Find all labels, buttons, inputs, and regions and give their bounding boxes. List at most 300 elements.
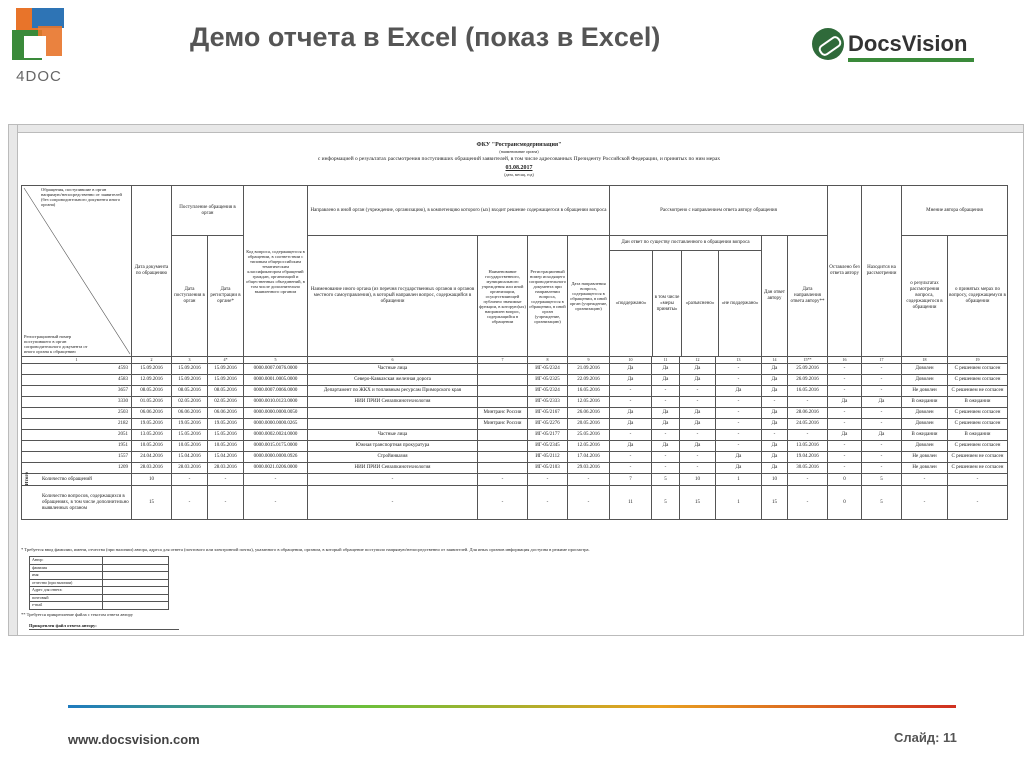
table-cell: 15.09.2016: [208, 375, 244, 386]
table-cell: 15.09.2016: [132, 364, 172, 375]
author-form-line[interactable]: [29, 602, 169, 610]
table-cell: 08.05.2016: [172, 386, 208, 397]
table-cell: Да: [828, 430, 862, 441]
table-cell: 20.05.2016: [568, 419, 610, 430]
table-cell: С решением согласен: [948, 441, 1008, 452]
table-cell: -: [680, 397, 716, 408]
total1-value: 10: [762, 474, 788, 486]
total2-value: 15: [680, 486, 716, 520]
column-number-cell: 2: [132, 357, 172, 364]
hdr-measures: в том числе «меры приняты»: [653, 251, 682, 356]
table-row: [22, 386, 1008, 397]
note-2: ** Требуется прикрепление файла с текстом ответа автору: [21, 612, 133, 617]
total2-value: -: [948, 486, 1008, 520]
table-cell: -: [680, 463, 716, 474]
table-cell: -: [828, 375, 862, 386]
total2-value: 5: [862, 486, 902, 520]
column-number-cell: 18: [902, 357, 948, 364]
table-row: [22, 441, 1008, 452]
table-cell: [478, 441, 528, 452]
total2-value: 5: [652, 486, 680, 520]
table-cell: Да: [610, 441, 652, 452]
author-form-label: Автор:: [32, 557, 44, 562]
total1-value: 0: [828, 474, 862, 486]
table-cell: Северо-Кавказская железная дорога: [308, 375, 478, 386]
total1-label: Количество обращений: [42, 476, 92, 482]
table-cell: -: [610, 430, 652, 441]
table-cell: 15.09.2016: [208, 364, 244, 375]
table-cell: Да: [610, 375, 652, 386]
table-cell: 13.05.2016: [132, 430, 172, 441]
report-date-note: (дата, месяц, год): [504, 172, 534, 177]
table-cell: С решением согласен: [948, 408, 1008, 419]
table-cell: Да: [762, 386, 788, 397]
column-number-cell: 12: [680, 357, 716, 364]
table-cell: Да: [762, 463, 788, 474]
table-cell: Да: [610, 419, 652, 430]
table-cell: 06.06.2016: [208, 408, 244, 419]
author-form-line[interactable]: [29, 572, 169, 580]
total1-value: -: [308, 474, 478, 486]
table-cell: 22.09.2016: [568, 375, 610, 386]
hdr-opinion-results: о результатах рассмотрения вопроса, содержащегося в обращении: [902, 236, 948, 357]
table-cell: В ожидании: [948, 397, 1008, 408]
total1-value: -: [948, 474, 1008, 486]
table-cell: Доволен: [902, 375, 948, 386]
table-cell: 24.05.2016: [788, 419, 828, 430]
table-cell: Да: [762, 375, 788, 386]
footer-url[interactable]: www.docsvision.com: [68, 732, 200, 747]
table-cell: -: [828, 408, 862, 419]
table-cell: 16.05.2016: [788, 386, 828, 397]
column-number-cell: 13: [716, 357, 762, 364]
total1-value: -: [528, 474, 568, 486]
table-cell: Да: [762, 452, 788, 463]
table-cell: С решением не согласен: [948, 452, 1008, 463]
author-form-label: Адрес для ответа:: [32, 587, 63, 592]
table-cell: Да: [762, 419, 788, 430]
table-cell: Да: [862, 430, 902, 441]
table-cell: 1209: [22, 463, 132, 474]
table-cell: 13.05.2016: [788, 441, 828, 452]
column-number-cell: 6: [308, 357, 478, 364]
table-cell: -: [862, 463, 902, 474]
excel-sheet: [8, 124, 1024, 636]
table-cell: -: [862, 419, 902, 430]
column-number-cell: 16: [828, 357, 862, 364]
footer-divider: [68, 705, 956, 708]
total1-value: -: [244, 474, 308, 486]
total1-value: 10: [680, 474, 716, 486]
table-cell: 17.04.2016: [568, 452, 610, 463]
total2-value: -: [244, 486, 308, 520]
author-form-field[interactable]: [102, 580, 168, 587]
hdr-dan-otvet: Дан ответ по существу поставленного в обращении вопроса: [610, 236, 761, 251]
hdr-other-organ: Наименование иного органа (из перечня государственных органов и органов местного самоуправления), в который направлен вопрос, содержащийся в обращении: [308, 236, 478, 357]
table-cell: 26.06.2016: [568, 408, 610, 419]
table-cell: -: [716, 397, 762, 408]
table-cell: 12.05.2016: [568, 441, 610, 452]
table-cell: 01.05.2016: [132, 397, 172, 408]
table-cell: Минтранс России: [478, 419, 528, 430]
author-form: [29, 556, 169, 610]
table-cell: -: [652, 452, 680, 463]
table-cell: 12.09.2016: [132, 375, 172, 386]
table-cell: Не доволен: [902, 386, 948, 397]
column-number-cell: 14: [762, 357, 788, 364]
table-row: [22, 375, 1008, 386]
report-org: ФКУ "Ространсмодернизация": [476, 142, 562, 148]
author-form-line[interactable]: [29, 565, 169, 573]
table-cell: С решением согласен: [948, 364, 1008, 375]
hdr-receipt-date: Дата поступления в орган: [172, 236, 208, 357]
table-cell: 4583: [22, 375, 132, 386]
column-number-cell: 5: [244, 357, 308, 364]
author-form-label: e-mail: [32, 602, 43, 607]
table-cell: 06.06.2016: [132, 408, 172, 419]
table-cell: Частные лица: [308, 430, 478, 441]
table-cell: Да: [610, 364, 652, 375]
author-form-line[interactable]: [29, 587, 169, 595]
table-cell: 02.05.2016: [172, 397, 208, 408]
table-cell: -: [652, 397, 680, 408]
total2-value: 15: [762, 486, 788, 520]
hdr-not-supported: «не поддержано»: [721, 300, 759, 306]
table-cell: В ожидании: [948, 430, 1008, 441]
table-cell: 16.05.2016: [568, 386, 610, 397]
column-number-row: [22, 357, 1008, 364]
table-cell: Да: [680, 419, 716, 430]
total1-value: -: [568, 474, 610, 486]
hdr-no-answer: Оставлено без ответа автору: [828, 186, 862, 357]
table-cell: 4593: [22, 364, 132, 375]
docsvision-logo: [812, 26, 967, 62]
table-cell: 02.05.2016: [208, 397, 244, 408]
table-row: [22, 419, 1008, 430]
hdr-explained: «разъяснено»: [682, 251, 719, 356]
table-cell: -: [716, 375, 762, 386]
table-cell: [478, 375, 528, 386]
table-cell: 24.04.2016: [132, 452, 172, 463]
hdr-postuplenie: Поступление обращения в орган: [172, 186, 244, 236]
table-cell: [308, 419, 478, 430]
report-subtitle: с информацией о результатах рассмотрения поступивших обращений заявителей, в том числе адресованных Президенту Российской Федерации, и принятых по ним мерах: [317, 156, 721, 162]
table-cell: 12.05.2016: [568, 397, 610, 408]
total2-value: -: [528, 486, 568, 520]
hdr-outgoing-number: Регистрационный номер исходящего сопроводительного документа при направлении вопроса, содержащегося в обращении, в иной орган (учреждение, организацию): [528, 236, 568, 357]
table-cell: -: [716, 441, 762, 452]
table-cell: 0000.0001.0005.0000: [244, 375, 308, 386]
table-cell: Минтранс России: [478, 408, 528, 419]
table-cell: 0000.0002.0024.0000: [244, 430, 308, 441]
data-rows: [22, 364, 1008, 474]
table-cell: 2051: [22, 430, 132, 441]
hdr-answer-given: Дан ответ автору: [762, 236, 788, 357]
table-cell: -: [862, 408, 902, 419]
table-cell: Да: [716, 386, 762, 397]
slide-number: Слайд: 11: [894, 730, 957, 745]
author-form-field[interactable]: [102, 565, 168, 572]
column-number-cell: 1: [22, 357, 132, 364]
table-cell: 25.05.2016: [568, 430, 610, 441]
table-cell: -: [828, 463, 862, 474]
table-cell: ИГ-05/2276: [528, 419, 568, 430]
table-row: [22, 452, 1008, 463]
table-cell: ИГ-05/2112: [528, 452, 568, 463]
hdr-registration-date: Дата регистрации в органе*: [208, 236, 244, 357]
table-cell: Да: [762, 408, 788, 419]
table-cell: Да: [862, 397, 902, 408]
table-cell: 15.05.2016: [208, 430, 244, 441]
table-cell: 06.06.2016: [172, 408, 208, 419]
total1-value: 5: [652, 474, 680, 486]
4doc-logo: [10, 8, 68, 86]
table-cell: 28.03.2016: [132, 463, 172, 474]
table-cell: Да: [652, 408, 680, 419]
table-row: [22, 430, 1008, 441]
total2-value: 0: [828, 486, 862, 520]
table-cell: -: [862, 386, 902, 397]
table-cell: 08.05.2016: [208, 386, 244, 397]
table-cell: Да: [680, 408, 716, 419]
hdr-institution: Наименование государственного, муниципального учреждения или иной организации, осуществляющей публично значимые функции, в которую(ых) направлен вопрос, содержащийся в обращении: [478, 236, 528, 357]
total1-value: -: [788, 474, 828, 486]
table-cell: Стройинвазия: [308, 452, 478, 463]
totals-label: Итого: [25, 472, 30, 486]
column-number-cell: 11: [652, 357, 680, 364]
table-cell: -: [716, 430, 762, 441]
table-cell: 28.06.2016: [788, 408, 828, 419]
total1-value: 10: [132, 474, 172, 486]
total2-value: -: [172, 486, 208, 520]
table-cell: 19.05.2016: [132, 419, 172, 430]
table-cell: -: [828, 441, 862, 452]
table-cell: -: [680, 452, 716, 463]
total2-value: -: [308, 486, 478, 520]
table-cell: 19.05.2016: [208, 419, 244, 430]
total2-value: 1: [716, 486, 762, 520]
table-cell: В ожидании: [902, 430, 948, 441]
table-cell: 0000.0015.0175.0000: [244, 441, 308, 452]
table-cell: Да: [680, 441, 716, 452]
table-cell: [478, 364, 528, 375]
table-cell: Частные лица: [308, 364, 478, 375]
table-cell: Да: [716, 463, 762, 474]
corner-top-text: Обращения, поступившие в орган напрямую/непосредственно от заявителей (без сопроводительного документа иного органа): [41, 187, 122, 207]
corner-bottom-text: Регистрационный номер поступившего в орган сопроводительного документа от иного органа к обращению: [24, 334, 88, 354]
table-cell: ИГ-05/2333: [528, 397, 568, 408]
table-cell: Не доволен: [902, 463, 948, 474]
author-form-label: фамилия: [32, 564, 48, 570]
table-cell: [478, 430, 528, 441]
hdr-answer-date: Дата направления ответа автору**: [788, 236, 828, 357]
table-row: [22, 463, 1008, 474]
table-cell: -: [828, 452, 862, 463]
table-cell: 0000.0000.0000.0926: [244, 452, 308, 463]
hdr-opinion: Мнение автора обращения: [902, 186, 1008, 236]
table-cell: -: [762, 430, 788, 441]
table-cell: -: [716, 408, 762, 419]
hdr-opinion-measures: о принятых мерах по вопросу, содержащемуся в обращении: [948, 236, 1008, 357]
slide-title: Демо отчета в Excel (показ в Excel): [190, 22, 661, 52]
table-cell: 29.03.2016: [568, 463, 610, 474]
table-cell: -: [610, 397, 652, 408]
author-form-line[interactable]: [29, 580, 169, 588]
table-cell: 19.05.2016: [172, 419, 208, 430]
table-cell: 0000.0007.0076.0000: [244, 364, 308, 375]
total2-value: 15: [132, 486, 172, 520]
table-cell: ИГ-05/2345: [528, 441, 568, 452]
total2-value: -: [208, 486, 244, 520]
table-cell: 25.09.2016: [788, 364, 828, 375]
table-cell: 15.09.2016: [172, 375, 208, 386]
table-cell: В ожидании: [902, 397, 948, 408]
note-1: * Требуется ввод фамилии, имени, отчества (при наличии) автора, адреса для ответа (почтового или электронной почты), указанного в обращении, органом, в который обращение поступило напрямую/непосредственно от заявителей. Для иных органов информация доступна в режиме просмотра.: [21, 547, 590, 552]
table-cell: 19.04.2016: [788, 452, 828, 463]
table-cell: ИГ-05/2167: [528, 408, 568, 419]
author-form-field[interactable]: [102, 572, 168, 579]
total1-value: -: [208, 474, 244, 486]
table-cell: 2182: [22, 419, 132, 430]
table-cell: 1951: [22, 441, 132, 452]
docsvision-logo-text: DocsVision: [848, 31, 968, 56]
table-cell: Да: [716, 452, 762, 463]
table-cell: Доволен: [902, 419, 948, 430]
4doc-logo-text: 4DOC: [16, 68, 62, 85]
docsvision-mark-icon: [812, 28, 844, 60]
author-form-line[interactable]: [29, 556, 169, 565]
total1-value: -: [172, 474, 208, 486]
table-cell: Да: [828, 397, 862, 408]
author-form-field[interactable]: [102, 595, 168, 602]
table-row: [22, 408, 1008, 419]
table-cell: 15.04.2016: [172, 452, 208, 463]
column-number-cell: 17: [862, 357, 902, 364]
table-cell: -: [862, 375, 902, 386]
table-cell: 21.09.2016: [568, 364, 610, 375]
table-cell: 26.09.2016: [788, 375, 828, 386]
table-cell: С решением согласен: [948, 375, 1008, 386]
table-row: [22, 397, 1008, 408]
hdr-rassmotreno: Рассмотрено с направлением ответа автору обращения: [610, 186, 828, 236]
table-cell: -: [862, 452, 902, 463]
table-cell: -: [652, 463, 680, 474]
hdr-dan-group: [610, 236, 762, 357]
column-number-cell: 8: [528, 357, 568, 364]
table-cell: Да: [652, 441, 680, 452]
table-cell: -: [680, 386, 716, 397]
table-cell: 10.05.2016: [208, 441, 244, 452]
table-cell: ИГ-05/2325: [528, 375, 568, 386]
table-cell: 1557: [22, 452, 132, 463]
table-cell: Доволен: [902, 364, 948, 375]
total2-value: -: [568, 486, 610, 520]
total1-value: -: [478, 474, 528, 486]
column-number-cell: 19: [948, 357, 1008, 364]
total1-value: 7: [610, 474, 652, 486]
table-cell: ИГ-05/2324: [528, 386, 568, 397]
author-form-field[interactable]: [102, 587, 168, 594]
total1-value: -: [902, 474, 948, 486]
table-cell: -: [716, 364, 762, 375]
table-cell: НИИ ПРИИ Севзапкинотехнология: [308, 397, 478, 408]
report-org-note: (наименование органа): [499, 149, 539, 154]
author-form-field[interactable]: [102, 602, 168, 609]
table-cell: ИГ-05/2103: [528, 463, 568, 474]
table-cell: ИГ-05/2324: [528, 364, 568, 375]
table-cell: -: [862, 364, 902, 375]
table-cell: -: [828, 364, 862, 375]
table-cell: 2503: [22, 408, 132, 419]
table-cell: 0000.0000.0000.0050: [244, 408, 308, 419]
table-cell: 15.04.2016: [208, 452, 244, 463]
hdr-napravleno: Направлено в иной орган (учреждение, организацию), в компетенцию которого (ых) входит решение содержащегося в обращении вопроса: [308, 186, 610, 236]
column-number-cell: 7: [478, 357, 528, 364]
hdr-doc-date: Дата документа по обращению: [132, 186, 172, 357]
table-cell: 28.03.2016: [208, 463, 244, 474]
table-cell: [478, 463, 528, 474]
table-cell: 30.05.2016: [788, 463, 828, 474]
column-number-cell: 10: [610, 357, 652, 364]
table-cell: 3657: [22, 386, 132, 397]
table-cell: 28.03.2016: [172, 463, 208, 474]
table-cell: ИГ-05/2177: [528, 430, 568, 441]
table-cell: [478, 452, 528, 463]
column-number-cell: 3: [172, 357, 208, 364]
corner-cell: [22, 186, 132, 357]
total1-value: 1: [716, 474, 762, 486]
table-cell: С решением не согласен: [948, 463, 1008, 474]
column-number-cell: 9: [568, 357, 610, 364]
table-cell: НИИ ПРИИ Севзапкинотехнология: [308, 463, 478, 474]
author-form-label: имя: [32, 572, 39, 577]
table-cell: 0000.0000.0000.0265: [244, 419, 308, 430]
author-form-field[interactable]: [102, 557, 168, 564]
table-cell: -: [610, 463, 652, 474]
table-cell: -: [680, 430, 716, 441]
table-cell: 15.05.2016: [172, 430, 208, 441]
hdr-send-date: Дата направления вопроса, содержащегося в обращении, в иной орган (учреждение, организацию): [568, 236, 610, 357]
table-cell: -: [652, 430, 680, 441]
author-form-line[interactable]: [29, 595, 169, 603]
report-table: [21, 185, 1008, 520]
table-cell: Департамент по ЖКХ и топливным ресурсам Приморского края: [308, 386, 478, 397]
table-cell: 10.05.2016: [172, 441, 208, 452]
report-date: 03.08.2017: [505, 165, 533, 171]
hdr-supported: «поддержано»: [610, 251, 653, 356]
table-cell: -: [828, 386, 862, 397]
table-cell: -: [862, 441, 902, 452]
total1-value: 5: [862, 474, 902, 486]
table-cell: 0000.0007.0066.0000: [244, 386, 308, 397]
table-cell: [308, 408, 478, 419]
total2-value: -: [788, 486, 828, 520]
table-cell: -: [610, 452, 652, 463]
table-cell: Да: [762, 441, 788, 452]
table-cell: Доволен: [902, 408, 948, 419]
table-cell: 3330: [22, 397, 132, 408]
total2-value: 11: [610, 486, 652, 520]
table-cell: Да: [680, 364, 716, 375]
table-cell: -: [788, 430, 828, 441]
table-cell: С решением не согласен: [948, 386, 1008, 397]
table-cell: Да: [652, 364, 680, 375]
table-cell: Да: [652, 375, 680, 386]
total2-label: Количество вопросов, содержащихся в обращениях, в том числе дополнительно выявленных органом: [42, 493, 129, 511]
corner-diagonal: [22, 186, 132, 356]
table-cell: -: [716, 419, 762, 430]
author-form-label: почтовый: [32, 594, 49, 600]
